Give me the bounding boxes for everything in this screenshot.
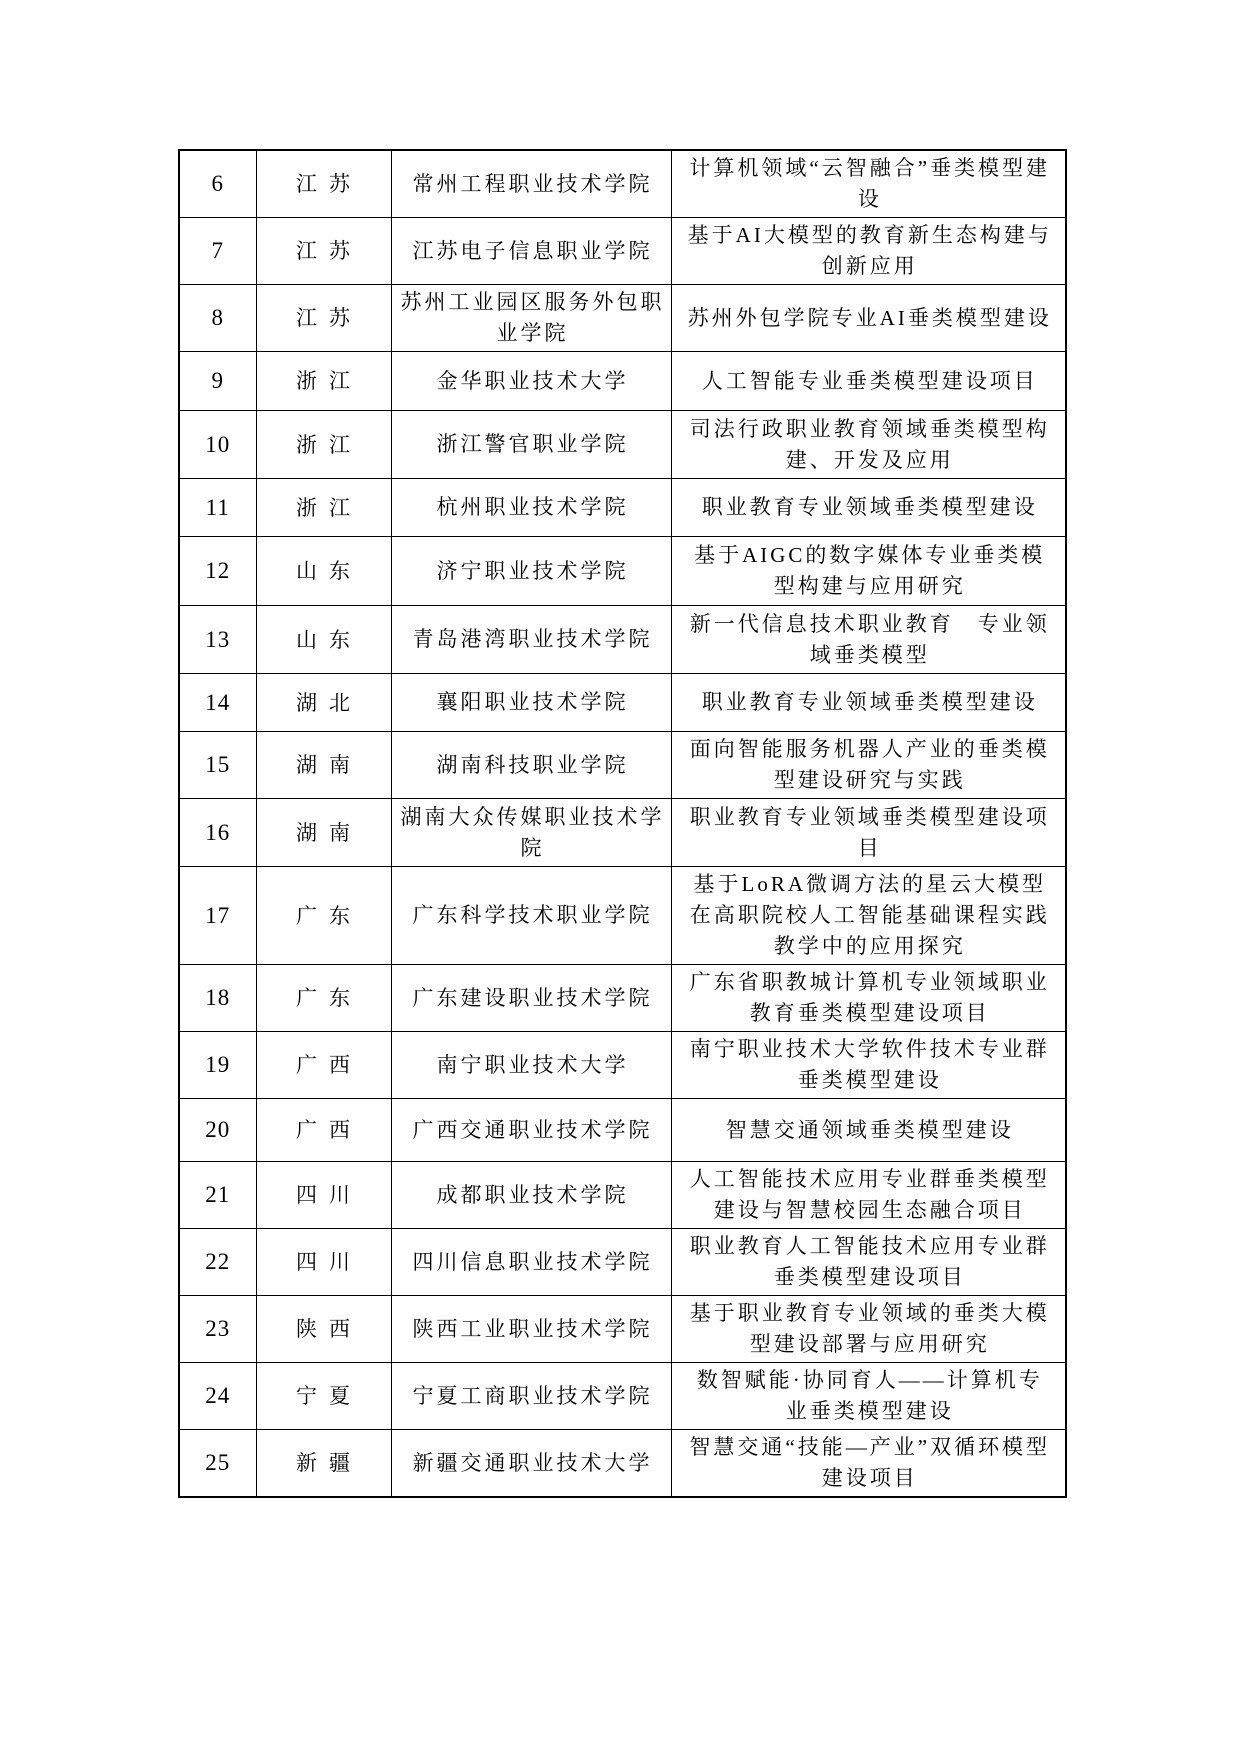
cell-institution: 四川信息职业技术学院	[391, 1229, 671, 1296]
cell-province: 浙江	[256, 479, 391, 537]
table-row	[179, 1363, 1066, 1430]
cell-serial-number: 10	[179, 411, 256, 479]
cell-project: 职业教育专业领域垂类模型建设项目	[671, 799, 1066, 867]
table-row	[179, 606, 1066, 674]
cell-institution: 杭州职业技术学院	[391, 479, 671, 537]
table-row	[179, 285, 1066, 352]
cell-project: 职业教育专业领域垂类模型建设	[671, 674, 1066, 732]
cell-serial-number: 8	[179, 285, 256, 352]
cell-institution: 成都职业技术学院	[391, 1162, 671, 1229]
cell-institution: 济宁职业技术学院	[391, 537, 671, 606]
cell-institution: 江苏电子信息职业学院	[391, 218, 671, 285]
table-row	[179, 867, 1066, 965]
cell-project: 基于AI大模型的教育新生态构建与创新应用	[671, 218, 1066, 285]
cell-serial-number: 18	[179, 965, 256, 1032]
cell-project: 计算机领域“云智融合”垂类模型建设	[671, 150, 1066, 218]
cell-institution: 广东科学技术职业学院	[391, 867, 671, 965]
cell-project: 广东省职教城计算机专业领域职业教育垂类模型建设项目	[671, 965, 1066, 1032]
cell-province: 浙江	[256, 411, 391, 479]
project-list-table	[178, 149, 1067, 1498]
cell-institution: 青岛港湾职业技术学院	[391, 606, 671, 674]
cell-province: 湖北	[256, 674, 391, 732]
cell-institution: 湖南科技职业学院	[391, 732, 671, 799]
cell-institution: 新疆交通职业技术大学	[391, 1430, 671, 1498]
cell-institution: 襄阳职业技术学院	[391, 674, 671, 732]
table-row	[179, 1162, 1066, 1229]
cell-province: 广东	[256, 965, 391, 1032]
cell-institution: 金华职业技术大学	[391, 352, 671, 411]
cell-province: 江苏	[256, 150, 391, 218]
cell-serial-number: 17	[179, 867, 256, 965]
cell-province: 山东	[256, 606, 391, 674]
cell-institution: 常州工程职业技术学院	[391, 150, 671, 218]
table-row	[179, 1430, 1066, 1498]
table-row	[179, 1296, 1066, 1363]
cell-serial-number: 14	[179, 674, 256, 732]
cell-province: 广东	[256, 867, 391, 965]
table-row	[179, 732, 1066, 799]
table-row	[179, 150, 1066, 218]
cell-serial-number: 22	[179, 1229, 256, 1296]
cell-institution: 苏州工业园区服务外包职业学院	[391, 285, 671, 352]
cell-province: 新疆	[256, 1430, 391, 1498]
table-row	[179, 1099, 1066, 1162]
cell-project: 智慧交通“技能—产业”双循环模型建设项目	[671, 1430, 1066, 1498]
cell-serial-number: 16	[179, 799, 256, 867]
cell-project: 职业教育人工智能技术应用专业群垂类模型建设项目	[671, 1229, 1066, 1296]
cell-institution: 浙江警官职业学院	[391, 411, 671, 479]
table-row	[179, 965, 1066, 1032]
table-row	[179, 411, 1066, 479]
table-row	[179, 674, 1066, 732]
cell-project: 人工智能技术应用专业群垂类模型建设与智慧校园生态融合项目	[671, 1162, 1066, 1229]
table-row	[179, 537, 1066, 606]
cell-project: 数智赋能·协同育人——计算机专业垂类模型建设	[671, 1363, 1066, 1430]
table-row	[179, 1229, 1066, 1296]
cell-serial-number: 13	[179, 606, 256, 674]
cell-project: 司法行政职业教育领域垂类模型构建、开发及应用	[671, 411, 1066, 479]
table-row	[179, 218, 1066, 285]
cell-project: 智慧交通领域垂类模型建设	[671, 1099, 1066, 1162]
cell-serial-number: 25	[179, 1430, 256, 1498]
cell-institution: 宁夏工商职业技术学院	[391, 1363, 671, 1430]
cell-province: 湖南	[256, 799, 391, 867]
cell-province: 江苏	[256, 218, 391, 285]
cell-institution: 广西交通职业技术学院	[391, 1099, 671, 1162]
cell-institution: 陕西工业职业技术学院	[391, 1296, 671, 1363]
cell-province: 江苏	[256, 285, 391, 352]
table-row	[179, 479, 1066, 537]
cell-project: 基于AIGC的数字媒体专业垂类模型构建与应用研究	[671, 537, 1066, 606]
cell-province: 山东	[256, 537, 391, 606]
cell-serial-number: 20	[179, 1099, 256, 1162]
cell-project: 基于LoRA微调方法的星云大模型在高职院校人工智能基础课程实践教学中的应用探究	[671, 867, 1066, 965]
cell-province: 宁夏	[256, 1363, 391, 1430]
cell-serial-number: 21	[179, 1162, 256, 1229]
cell-province: 四川	[256, 1229, 391, 1296]
cell-serial-number: 12	[179, 537, 256, 606]
cell-institution: 湖南大众传媒职业技术学院	[391, 799, 671, 867]
cell-province: 浙江	[256, 352, 391, 411]
cell-project: 职业教育专业领域垂类模型建设	[671, 479, 1066, 537]
cell-project: 基于职业教育专业领域的垂类大模型建设部署与应用研究	[671, 1296, 1066, 1363]
table-row	[179, 1032, 1066, 1099]
cell-project: 南宁职业技术大学软件技术专业群垂类模型建设	[671, 1032, 1066, 1099]
cell-serial-number: 19	[179, 1032, 256, 1099]
cell-province: 广西	[256, 1032, 391, 1099]
cell-institution: 南宁职业技术大学	[391, 1032, 671, 1099]
cell-project: 面向智能服务机器人产业的垂类模型建设研究与实践	[671, 732, 1066, 799]
cell-province: 广西	[256, 1099, 391, 1162]
cell-serial-number: 11	[179, 479, 256, 537]
cell-serial-number: 6	[179, 150, 256, 218]
cell-serial-number: 15	[179, 732, 256, 799]
cell-province: 陕西	[256, 1296, 391, 1363]
cell-project: 人工智能专业垂类模型建设项目	[671, 352, 1066, 411]
cell-province: 四川	[256, 1162, 391, 1229]
cell-serial-number: 9	[179, 352, 256, 411]
cell-province: 湖南	[256, 732, 391, 799]
cell-serial-number: 24	[179, 1363, 256, 1430]
cell-serial-number: 23	[179, 1296, 256, 1363]
cell-project: 新一代信息技术职业教育 专业领域垂类模型	[671, 606, 1066, 674]
table-row	[179, 352, 1066, 411]
cell-serial-number: 7	[179, 218, 256, 285]
table-row	[179, 799, 1066, 867]
cell-institution: 广东建设职业技术学院	[391, 965, 671, 1032]
cell-project: 苏州外包学院专业AI垂类模型建设	[671, 285, 1066, 352]
